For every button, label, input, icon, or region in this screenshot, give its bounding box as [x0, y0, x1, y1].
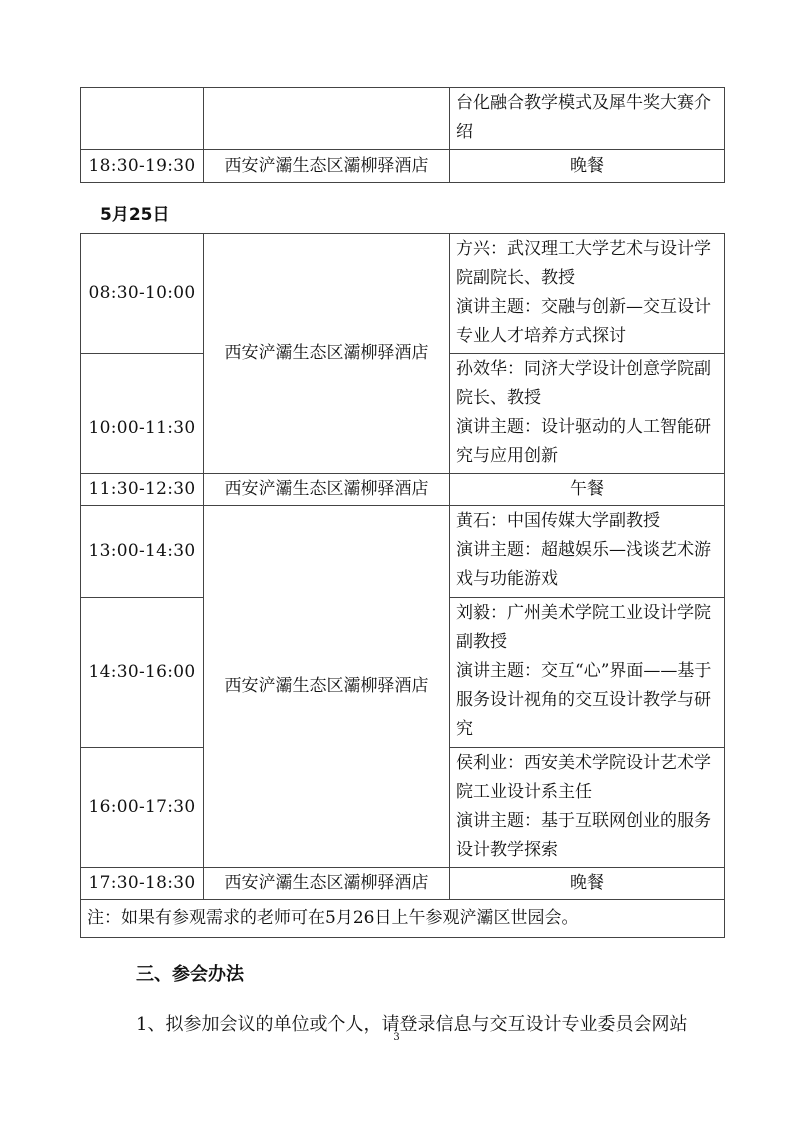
- date-heading: 5月25日: [100, 205, 170, 225]
- time-cell: 11:30-12:30: [81, 474, 204, 506]
- time-cell: 14:30-16:00: [81, 598, 204, 748]
- table-row: [81, 474, 725, 506]
- page-number: 3: [393, 1032, 400, 1043]
- speaker-line: 侯利业：西安美术学院设计艺术学院工业设计系主任: [456, 753, 711, 802]
- venue-cell: 西安浐灞生态区灞柳驿酒店: [204, 868, 450, 900]
- topic-line: 演讲主题：设计驱动的人工智能研究与应用创新: [456, 417, 711, 466]
- description-cell: [450, 506, 725, 598]
- topic-line: 演讲主题：交互“心”界面——基于服务设计视角的交互设计教学与研究: [456, 661, 712, 739]
- description-cell: [450, 354, 725, 474]
- meal-cell: 午餐: [450, 474, 725, 506]
- time-cell: [81, 88, 204, 150]
- table-row: [81, 868, 725, 900]
- time-cell: 08:30-10:00: [81, 234, 204, 354]
- speaker-line: 孙效华：同济大学设计创意学院副院长、教授: [456, 359, 711, 408]
- speaker-line: 方兴：武汉理工大学艺术与设计学院副院长、教授: [456, 239, 711, 288]
- time-cell: 13:00-14:30: [81, 506, 204, 598]
- table-row: [81, 234, 725, 354]
- schedule-table: [80, 233, 725, 938]
- body-paragraph: 1、拟参加会议的单位或个人，请登录信息与交互设计专业委员会网站: [136, 1014, 688, 1035]
- venue-cell: 西安浐灞生态区灞柳驿酒店: [204, 150, 450, 183]
- section-title: 三、参会办法: [136, 964, 244, 985]
- description-cell: [450, 748, 725, 868]
- description-cell: [450, 598, 725, 748]
- topic-line: 演讲主题：基于互联网创业的服务设计教学探索: [456, 811, 711, 860]
- meal-cell: 晚餐: [450, 150, 725, 183]
- time-cell: 16:00-17:30: [81, 748, 204, 868]
- schedule-table-continued: [80, 87, 725, 183]
- note-cell: 注：如果有参观需求的老师可在5月26日上午参观浐灞区世园会。: [81, 900, 725, 938]
- venue-cell: [204, 88, 450, 150]
- table-row: [81, 900, 725, 938]
- venue-cell: 西安浐灞生态区灞柳驿酒店: [204, 234, 450, 474]
- venue-cell: 西安浐灞生态区灞柳驿酒店: [204, 474, 450, 506]
- topic-line: 演讲主题：超越娱乐—浅谈艺术游戏与功能游戏: [456, 540, 711, 589]
- speaker-line: 黄石：中国传媒大学副教授: [456, 511, 660, 531]
- description-cell: [450, 234, 725, 354]
- table-row: [81, 506, 725, 598]
- venue-cell: 西安浐灞生态区灞柳驿酒店: [204, 506, 450, 868]
- table-row: [81, 88, 725, 150]
- time-cell: 10:00-11:30: [81, 354, 204, 474]
- topic-line: 演讲主题：交融与创新—交互设计专业人才培养方式探讨: [456, 297, 711, 346]
- speaker-line: 刘毅：广州美术学院工业设计学院副教授: [456, 603, 711, 652]
- time-cell: 18:30-19:30: [81, 150, 204, 183]
- description-cell: 台化融合教学模式及犀牛奖大赛介绍: [450, 88, 725, 150]
- time-cell: 17:30-18:30: [81, 868, 204, 900]
- table-row: [81, 150, 725, 183]
- meal-cell: 晚餐: [450, 868, 725, 900]
